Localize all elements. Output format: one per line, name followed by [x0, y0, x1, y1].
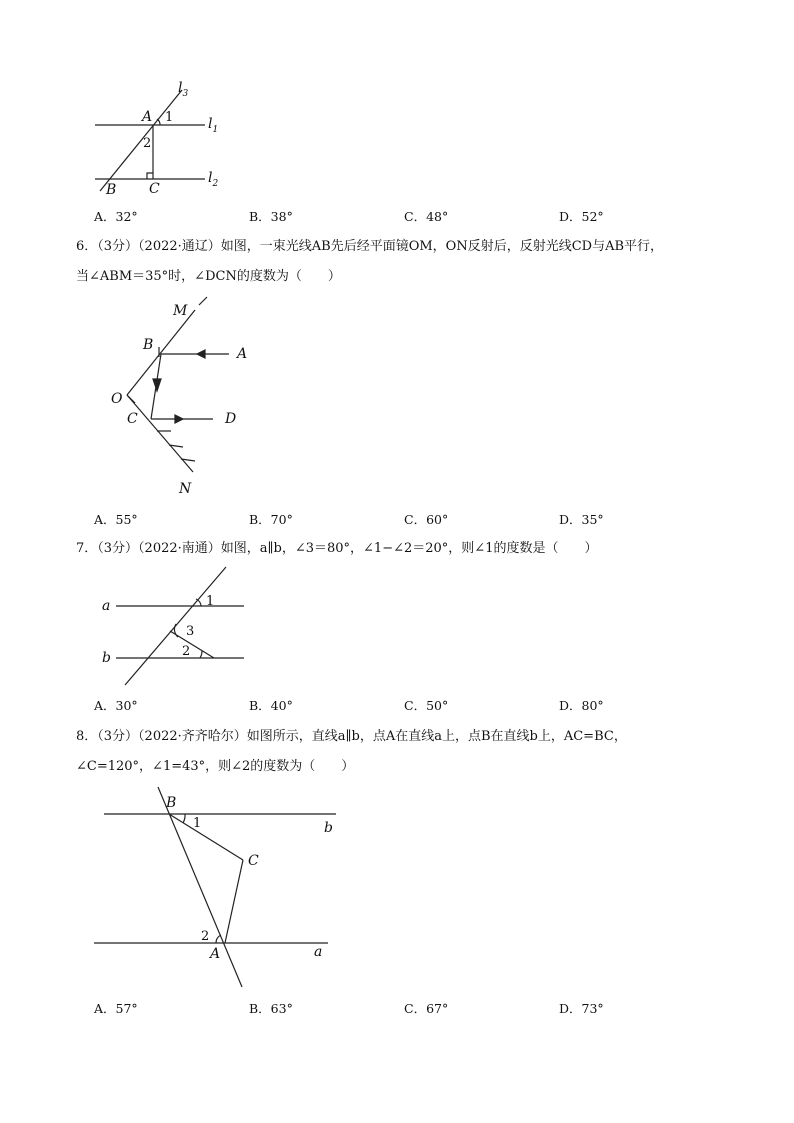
- q8-stem-line2: ∠C=120°，∠1=43°，则∠2的度数为（ ）: [76, 759, 355, 774]
- angle1-arc: [196, 599, 201, 606]
- segment-ca: [225, 860, 243, 943]
- q5-figure: [90, 78, 230, 198]
- label-point-n: N: [179, 481, 192, 497]
- q7-option-b[interactable]: B．40°: [249, 698, 293, 713]
- segment-bc: [169, 814, 243, 860]
- angle1-arc: [157, 119, 160, 125]
- q8-option-c[interactable]: C．67°: [404, 1001, 449, 1016]
- label-point-m: M: [173, 303, 188, 319]
- mirror-hatch: [199, 297, 207, 305]
- mirror-om: [127, 310, 195, 395]
- q6-stem-line2: 当∠ABM＝35°时，∠DCN的度数为（ ）: [76, 269, 341, 284]
- label-angle-2: 2: [143, 136, 152, 151]
- label-line-b: b: [102, 650, 111, 666]
- label-l1: $l_1$: [208, 116, 219, 135]
- label-point-c: C: [149, 181, 160, 197]
- q6-stem-line1: 6．（3分）（2022·通辽）如图，一束光线AB先后经平面镜OM，ON反射后，反射光线CD与AB平行，: [76, 239, 664, 254]
- q5-option-b[interactable]: B．38°: [249, 209, 293, 224]
- label-line-b: b: [324, 820, 333, 836]
- label-point-a: A: [210, 946, 221, 962]
- q8-option-a[interactable]: A．57°: [94, 1001, 138, 1016]
- q8-option-b[interactable]: B．63°: [249, 1001, 293, 1016]
- q7-option-a[interactable]: A．30°: [94, 698, 138, 713]
- label-point-o: O: [111, 391, 123, 407]
- q6-figure: [105, 295, 265, 505]
- q6-option-b[interactable]: B．70°: [249, 512, 293, 527]
- label-line-a: a: [102, 598, 111, 614]
- right-angle-mark: [147, 173, 153, 179]
- mirror-hatch: [127, 395, 135, 403]
- label-point-a: A: [142, 109, 153, 125]
- label-angle-1: 1: [193, 816, 202, 831]
- ray-cd-arrow: [175, 415, 183, 423]
- ray-bc-arrow: [153, 379, 161, 391]
- q7-option-c[interactable]: C．50°: [404, 698, 449, 713]
- q7-figure: [98, 565, 258, 690]
- label-line-a: a: [314, 944, 323, 960]
- line-l3: [100, 90, 182, 191]
- angle2-arc: [200, 651, 202, 658]
- q6-option-a[interactable]: A．55°: [94, 512, 138, 527]
- q5-option-d[interactable]: D．52°: [559, 209, 604, 224]
- label-point-d: D: [225, 411, 237, 427]
- q7-stem-line1: 7．（3分）（2022·南通）如图，a∥b，∠3＝80°，∠1−∠2＝20°，则∠1的度数是（ ）: [76, 541, 598, 556]
- q6-option-c[interactable]: C．60°: [404, 512, 449, 527]
- ray-ab-arrow: [197, 350, 205, 358]
- q6-option-d[interactable]: D．35°: [559, 512, 604, 527]
- label-angle-1: 1: [165, 110, 174, 125]
- label-angle-1: 1: [206, 594, 215, 609]
- label-angle-3: 3: [186, 624, 195, 639]
- q5-option-c[interactable]: C．48°: [404, 209, 449, 224]
- label-point-c: C: [127, 411, 138, 427]
- label-point-a: A: [237, 346, 248, 362]
- label-l3: $l_3$: [178, 80, 189, 99]
- q8-figure: [90, 785, 350, 995]
- q5-option-a[interactable]: A．32°: [94, 209, 138, 224]
- q8-stem-line1: 8．（3分）（2022·齐齐哈尔）如图所示，直线a∥b，点A在直线a上，点B在直线b上，AC=BC，: [76, 729, 627, 744]
- label-l2: $l_2$: [208, 170, 219, 189]
- mirror-on: [127, 395, 193, 472]
- q7-option-d[interactable]: D．80°: [559, 698, 604, 713]
- label-angle-2: 2: [182, 644, 191, 659]
- label-point-b: B: [106, 182, 117, 198]
- angle1-arc: [183, 814, 185, 823]
- label-point-c: C: [248, 853, 259, 869]
- label-point-b: B: [166, 795, 177, 811]
- label-angle-2: 2: [201, 929, 210, 944]
- label-point-b: B: [143, 337, 154, 353]
- q8-option-d[interactable]: D．73°: [559, 1001, 604, 1016]
